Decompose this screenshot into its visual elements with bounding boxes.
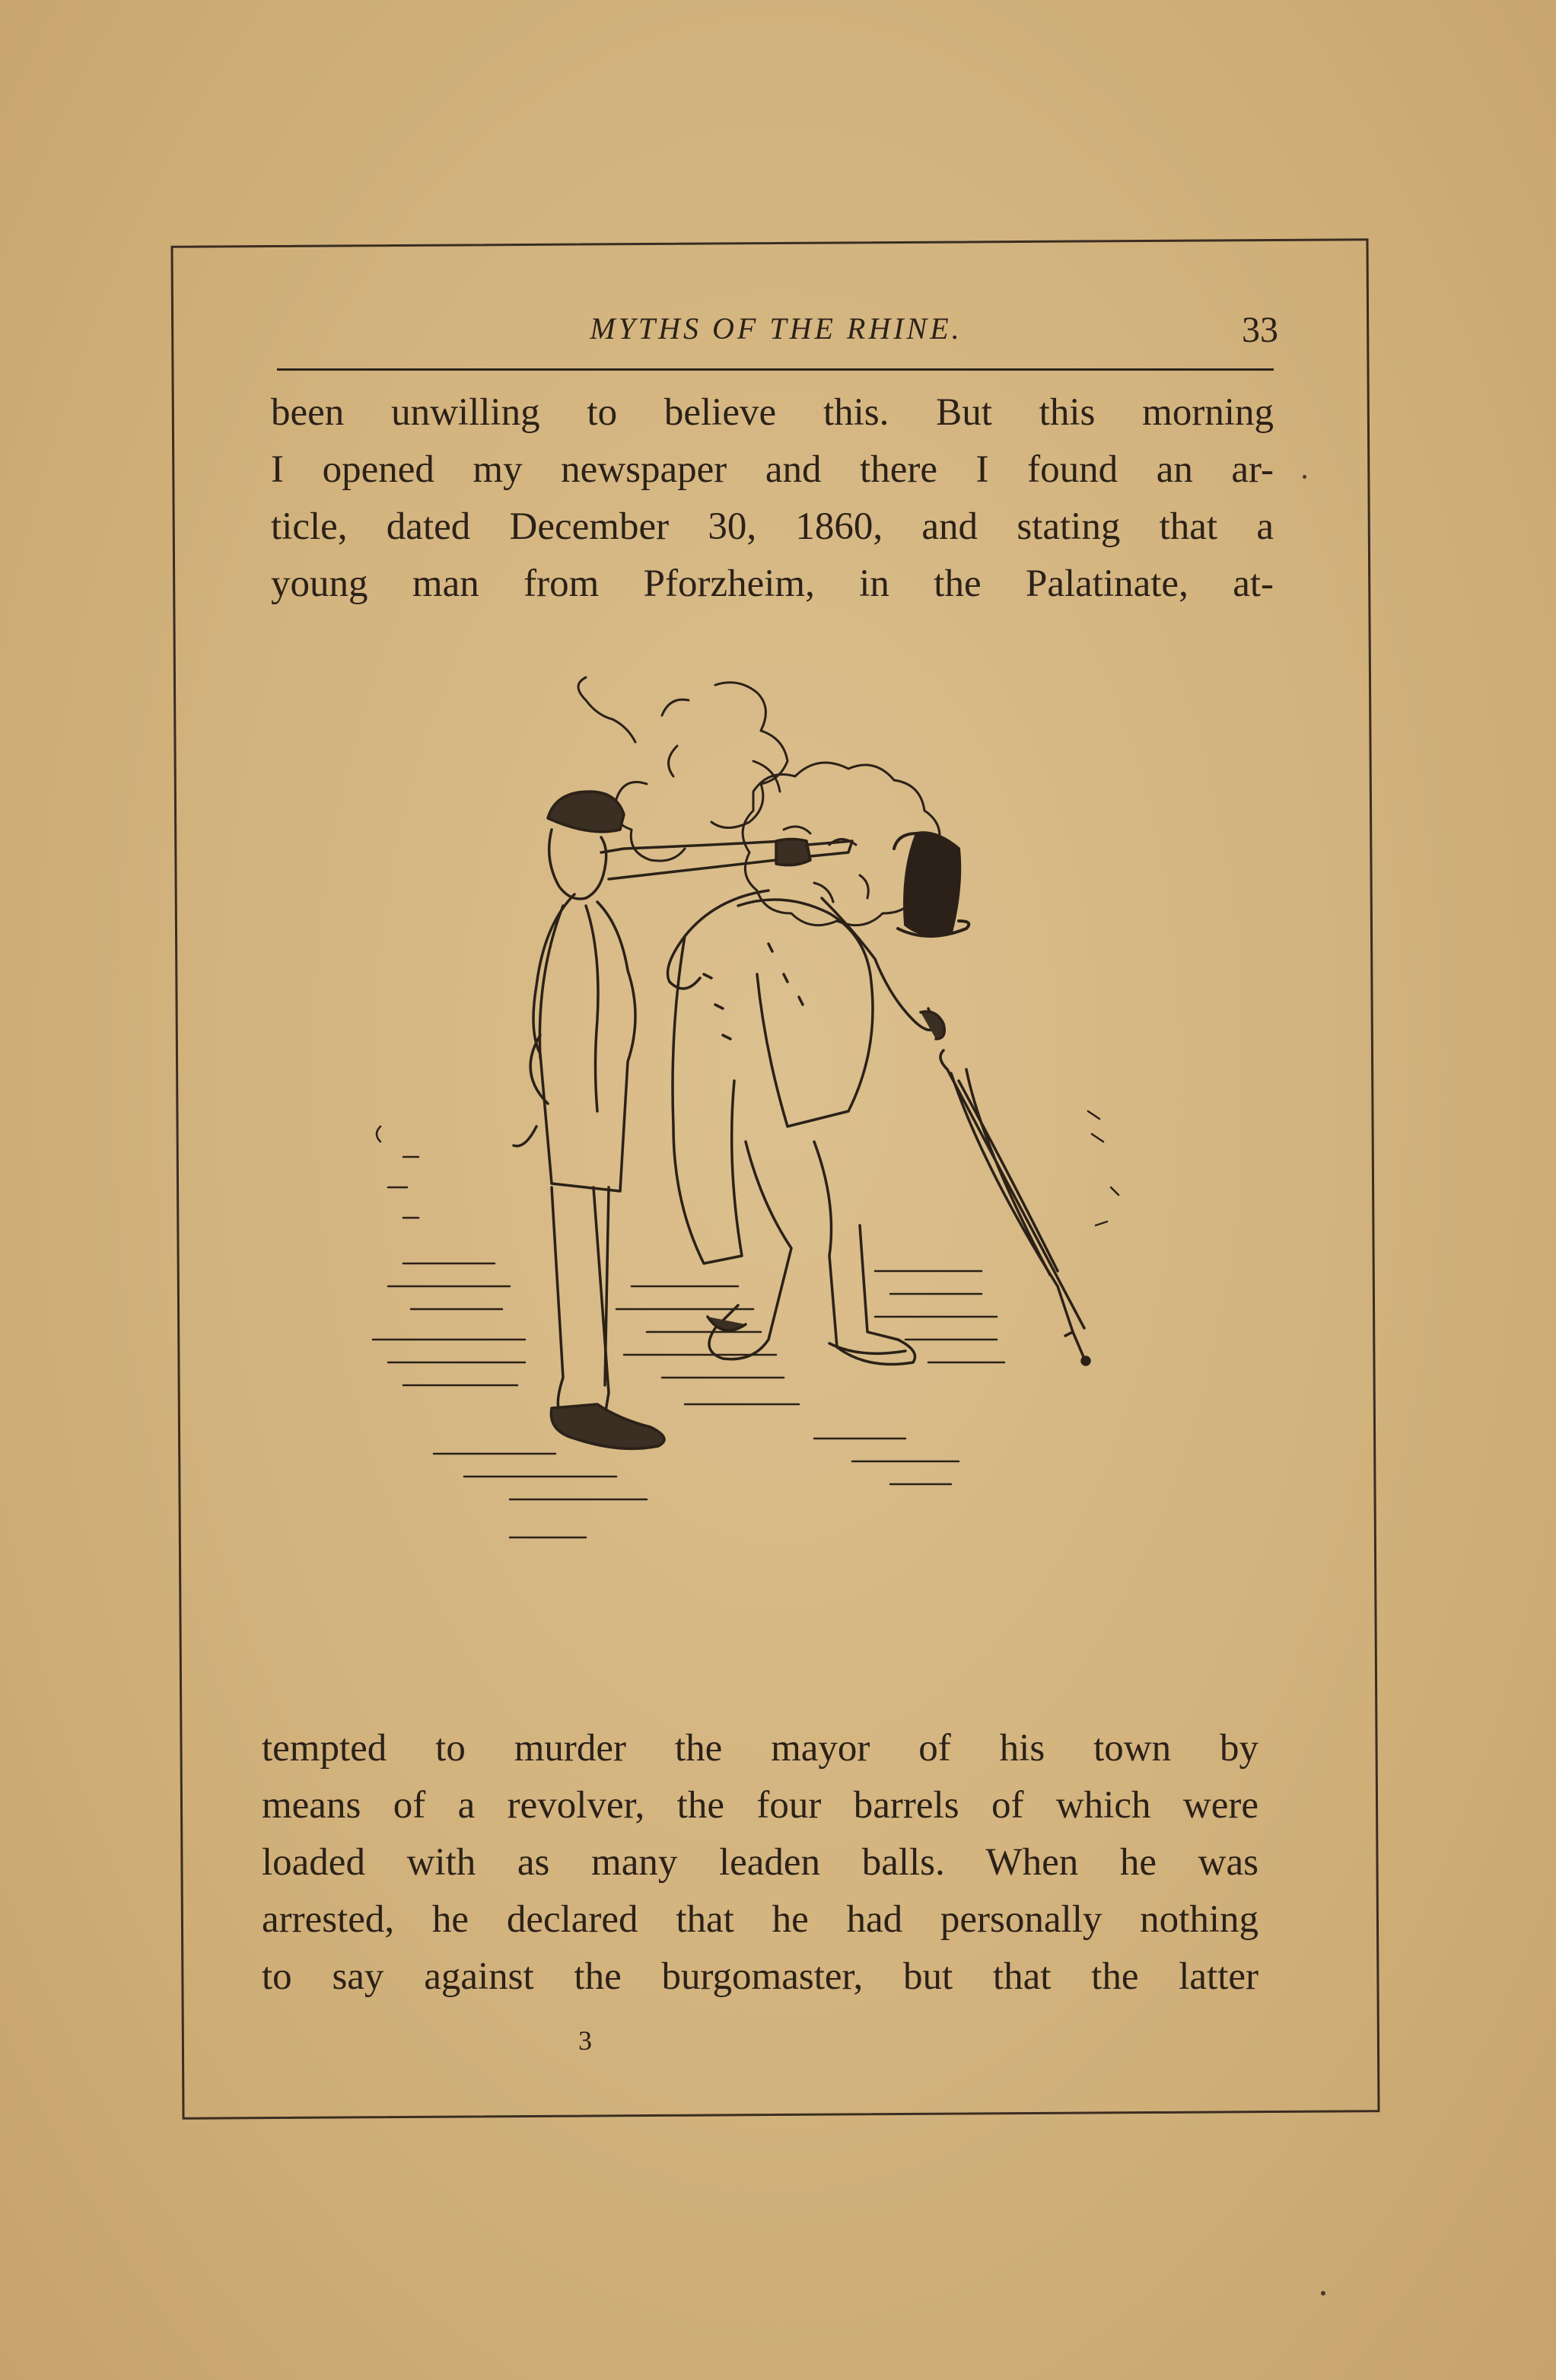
text-line: means of a revolver, the four barrels of which were xyxy=(262,1784,1258,1827)
running-header xyxy=(274,304,1278,358)
motion-marks xyxy=(377,1111,1118,1225)
smoke-cloud xyxy=(578,677,940,926)
page-number: 33 xyxy=(1242,310,1278,350)
text-line: young man from Pforzheim, in the Palatinate, at- xyxy=(271,562,1274,605)
signature-mark: 3 xyxy=(578,2025,592,2056)
text-line: to say against the burgomaster, but that the latter xyxy=(262,1955,1258,1998)
text-line: loaded with as many leaden balls. When he was xyxy=(262,1841,1258,1884)
text-line: been unwilling to believe this. But this morning xyxy=(271,391,1274,434)
top-hat xyxy=(894,833,969,936)
engraving-two-men-pistol-icon xyxy=(358,655,1195,1674)
running-title: MYTHS OF THE RHINE. xyxy=(590,311,963,346)
paragraph-top xyxy=(271,384,1274,613)
ground-shading xyxy=(373,1263,1004,1537)
paper-speck xyxy=(1321,2291,1325,2296)
text-line: I opened my newspaper and there I found an ar- xyxy=(271,448,1274,491)
paragraph-bottom xyxy=(262,1720,1258,2006)
text-line: tempted to murder the mayor of his town by xyxy=(262,1727,1258,1770)
text-line: ticle, dated December 30, 1860, and stating that a xyxy=(271,505,1274,548)
figure-shooter xyxy=(514,792,852,1448)
header-rule xyxy=(277,368,1274,371)
text-line: arrested, he declared that he had personally nothing xyxy=(262,1898,1258,1941)
paper-speck xyxy=(1303,475,1306,479)
